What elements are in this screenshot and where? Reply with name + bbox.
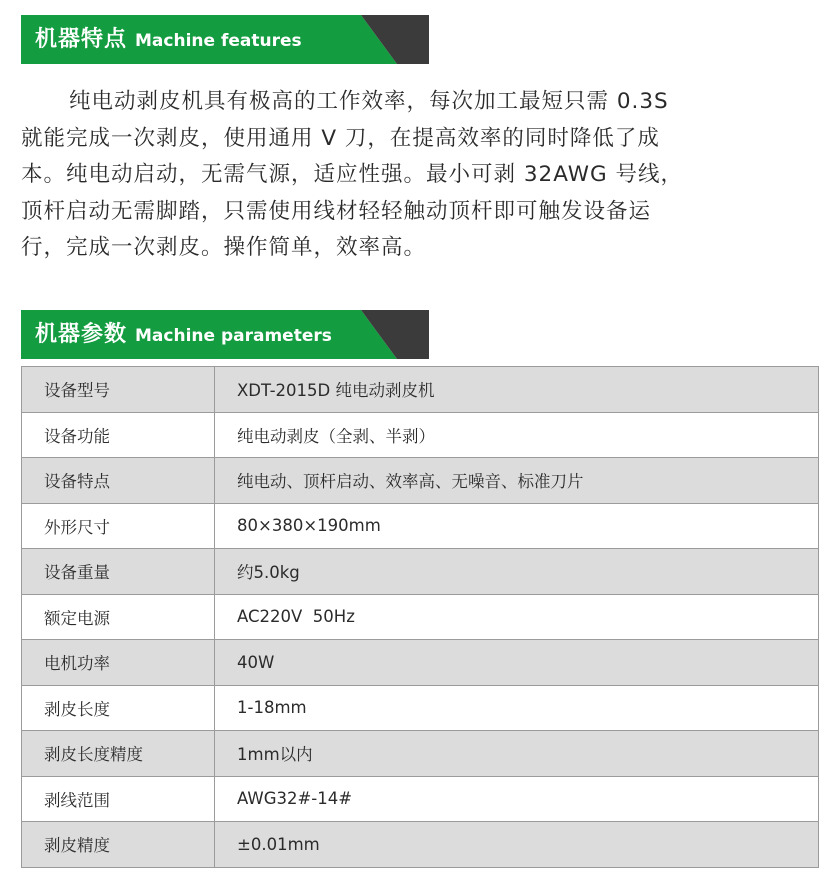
param-label: 剥皮长度 bbox=[22, 685, 215, 731]
table-row bbox=[22, 458, 819, 504]
features-description bbox=[21, 84, 821, 267]
param-label: 剥皮精度 bbox=[22, 822, 215, 868]
description-line: 纯电动剥皮机具有极高的工作效率，每次加工最短只需 0.3S bbox=[69, 89, 669, 114]
param-label: 剥线范围 bbox=[22, 776, 215, 822]
table-row bbox=[22, 822, 819, 868]
parameters-table bbox=[21, 366, 819, 868]
description-line: 本。纯电动启动，无需气源，适应性强。最小可剥 32AWG 号线， bbox=[21, 162, 683, 187]
description-line: 顶杆启动无需脚踏，只需使用线材轻轻触动顶杆即可触发设备运 bbox=[21, 198, 652, 224]
parameters-title-en: Machine parameters bbox=[135, 326, 332, 346]
table-row bbox=[22, 503, 819, 549]
table-row bbox=[22, 412, 819, 458]
parameters-title-zh: 机器参数 bbox=[35, 322, 128, 347]
param-label: 设备特点 bbox=[22, 458, 215, 504]
table-row bbox=[22, 549, 819, 595]
param-value: 纯电动剥皮（全剥、半剥） bbox=[215, 412, 819, 458]
table-row bbox=[22, 594, 819, 640]
param-label: 剥皮长度精度 bbox=[22, 731, 215, 777]
table-row bbox=[22, 367, 819, 413]
parameters-header bbox=[21, 310, 411, 359]
param-label: 额定电源 bbox=[22, 594, 215, 640]
param-value: ±0.01mm bbox=[215, 822, 819, 868]
param-label: 设备重量 bbox=[22, 549, 215, 595]
param-label: 设备型号 bbox=[22, 367, 215, 413]
table-row bbox=[22, 776, 819, 822]
param-value: 40W bbox=[215, 640, 819, 686]
param-value: 80×380×190mm bbox=[215, 503, 819, 549]
features-title bbox=[35, 15, 302, 64]
param-label: 设备功能 bbox=[22, 412, 215, 458]
param-value: 1-18mm bbox=[215, 685, 819, 731]
parameters-title bbox=[35, 310, 332, 359]
description-line: 就能完成一次剥皮，使用通用 V 刀，在提高效率的同时降低了成 bbox=[21, 125, 660, 151]
param-value: AWG32#-14# bbox=[215, 776, 819, 822]
param-label: 电机功率 bbox=[22, 640, 215, 686]
features-title-zh: 机器特点 bbox=[35, 27, 128, 52]
table-row bbox=[22, 685, 819, 731]
param-value: 纯电动、顶杆启动、效率高、无噪音、标准刀片 bbox=[215, 458, 819, 504]
param-value: XDT-2015D 纯电动剥皮机 bbox=[215, 367, 819, 413]
param-value: 1mm以内 bbox=[215, 731, 819, 777]
table-row bbox=[22, 640, 819, 686]
description-line: 行，完成一次剥皮。操作简单，效率高。 bbox=[21, 235, 427, 260]
param-label: 外形尺寸 bbox=[22, 503, 215, 549]
param-value: AC220V 50Hz bbox=[215, 594, 819, 640]
table-row bbox=[22, 731, 819, 777]
param-value: 约5.0kg bbox=[215, 549, 819, 595]
features-header bbox=[21, 15, 411, 64]
features-title-en: Machine features bbox=[135, 31, 302, 51]
